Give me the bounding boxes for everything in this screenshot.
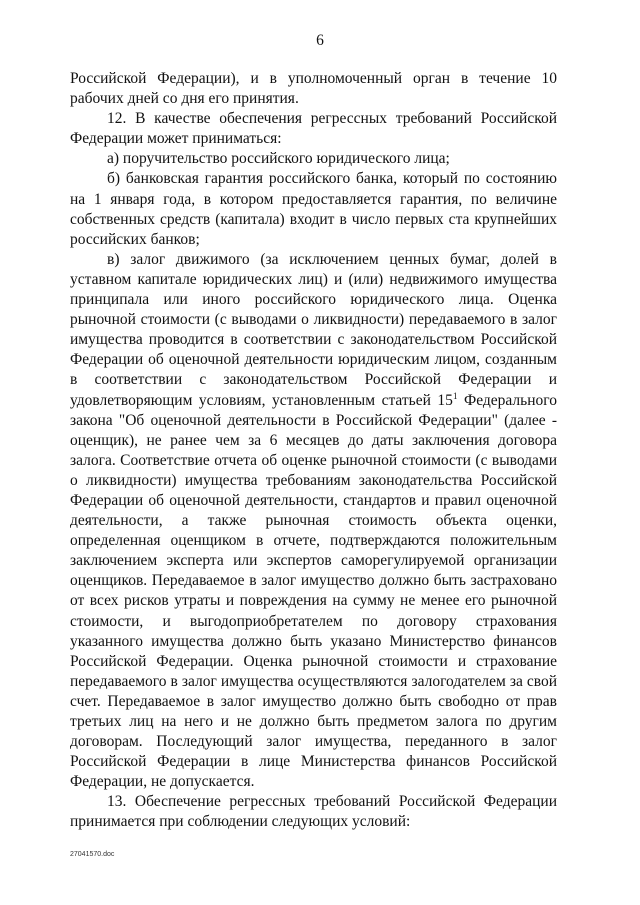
document-body	[70, 69, 557, 833]
paragraph-12b: б) банковская гарантия российского банка, который по состоянию на 1 января года, в котором предоставляется гарантия, по величине собственных средств (капитала) входит в число первых ста крупнейших российских банков;	[70, 170, 557, 248]
footer-filename: 27041570.doc	[70, 851, 115, 858]
paragraph-12: 12. В качестве обеспечения регрессных требований Российской Федерации может приниматься:	[70, 110, 557, 148]
page-number: 6	[316, 32, 324, 49]
article-superscript: 1	[452, 390, 458, 401]
paragraph-12a: а) поручительство российского юридического лица;	[107, 150, 450, 168]
paragraph-continuation: Российской Федерации), и в уполномоченный орган в течение 10 рабочих дней со дня его принятия.	[70, 70, 557, 108]
paragraph-12v-part1: в) залог движимого (за исключением ценных бумаг, долей в уставном капитале юридических лиц) и (или) недвижимого имущества принципала или иного российского юридического лица. Оценка рыночной стоимости (с выводами о ликвидности) передаваемого в залог имущества проводится в соответствии с законодательством Российской Федерации об оценочной деятельности юридическим лицом, созданным в соответствии с законодательством Российской Федерации и удовлетворяющим условиям, установленным статьей 15	[70, 250, 557, 409]
paragraph-13: 13. Обеспечение регрессных требований Российской Федерации принимается при соблюдении следующих условий:	[70, 793, 557, 831]
paragraph-12v	[70, 250, 557, 793]
paragraph-12v-part2: Федерального закона "Об оценочной деятельности в Российской Федерации" (далее - оценщик), не ранее чем за 6 месяцев до даты заключения договора залога. Соответствие отчета об оценке рыночной стоимости (с выводами о ликвидности) имущества требованиям законодательства Российской Федерации об оценочной деятельности, стандартов и правил оценочной деятельности, а также рыночная стоимость объекта оценки, определенная оценщиком в отчете, подтверждаются положительным заключением эксперта или экспертов саморегулируемой организации оценщиков. Передаваемое в залог имущество должно быть застраховано от всех рисков утраты и повреждения на сумму не менее его рыночной стоимости, и выгодоприобретателем по договору страхования указанного имущества должно быть указано Министерство финансов Российской Федерации. Оценка рыночной стоимости и страхование передаваемого в залог имущества осуществляются залогодателем за свой счет. Передаваемое в залог имущество должно быть свободно от прав третьих лиц на него и не должно быть предметом залога по другим договорам. Последующий залог имущества, переданного в залог Российской Федерации в лице Министерства финансов Российской Федерации, не допускается.	[70, 391, 557, 791]
